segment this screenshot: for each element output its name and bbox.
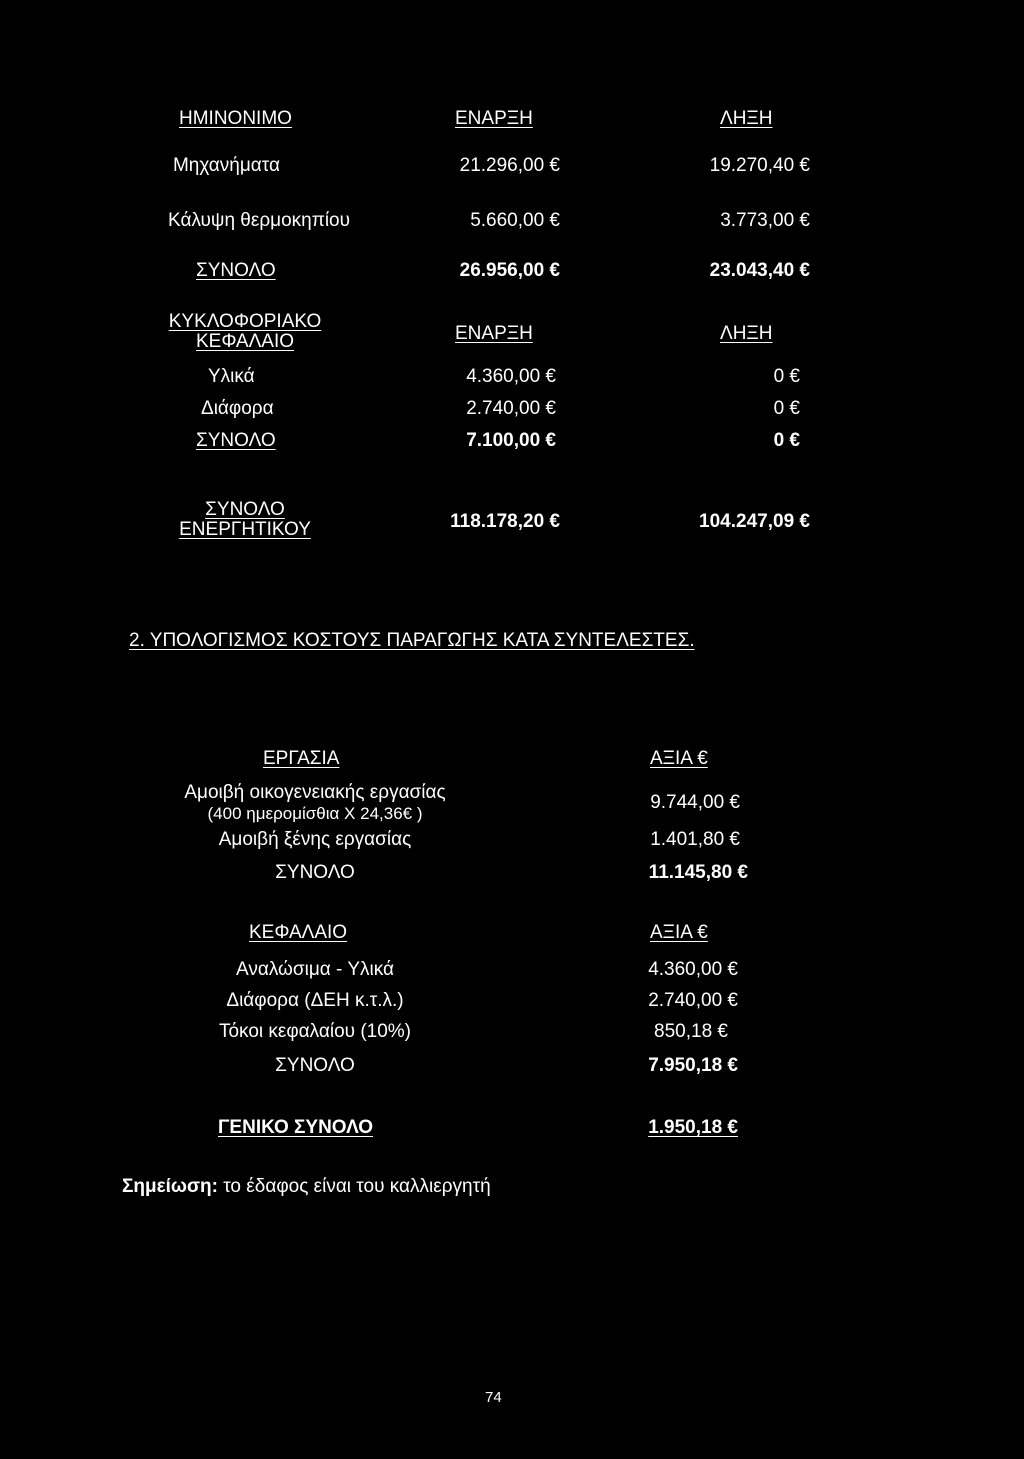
value-header: ΑΞΙΑ €	[650, 748, 708, 769]
section-heading: 2. ΥΠΟΛΟΓΙΣΜΟΣ ΚΟΣΤΟΥΣ ΠΑΡΑΓΩΓΗΣ ΚΑΤΑ ΣΥΝΤΕΛΕΣΤΕΣ.	[129, 630, 695, 651]
row-start-value: 5.660,00 €	[470, 210, 560, 231]
consumables-label: Αναλώσιμα - Υλικά	[236, 959, 394, 980]
row-label: Κάλυψη θερμοκηπίου	[168, 210, 350, 231]
family-labor-value: 9.744,00 €	[650, 792, 740, 813]
total-label: ΣΥΝΟΛΟ	[196, 260, 276, 281]
note	[122, 1176, 491, 1198]
labor-header: ΕΡΓΑΣΙΑ	[263, 748, 340, 769]
row-label: Μηχανήματα	[172, 155, 280, 176]
label-line-1: ΣΥΝΟΛΟ	[205, 499, 285, 520]
total-start-value: 26.956,00 €	[459, 260, 560, 281]
start-header: ΕΝΑΡΞΗ	[455, 323, 533, 344]
labor-total-value: 11.145,80 €	[648, 862, 748, 883]
hired-labor-value: 1.401,80 €	[650, 829, 740, 850]
row-start-value: 2.740,00 €	[466, 398, 556, 419]
total-end-value: 23.043,40 €	[709, 260, 810, 281]
row-end-value: 19.270,40 €	[709, 155, 810, 176]
interest-value: 850,18 €	[654, 1021, 728, 1042]
header-line-2: ΚΕΦΑΛΑΙΟ	[195, 331, 295, 352]
hired-labor-label: Αμοιβή ξένης εργασίας	[218, 829, 412, 850]
end-header: ΛΗΞΗ	[720, 323, 773, 344]
total-label: ΣΥΝΟΛΟ	[196, 430, 276, 451]
labor-total-label: ΣΥΝΟΛΟ	[275, 862, 355, 883]
note-text: το έδαφος είναι του καλλιεργητή	[217, 1176, 491, 1197]
capital-total-label: ΣΥΝΟΛΟ	[275, 1055, 355, 1076]
capital-header: ΚΕΦΑΛΑΙΟ	[249, 922, 348, 943]
value-header: ΑΞΙΑ €	[650, 922, 708, 943]
misc-value: 2.740,00 €	[648, 990, 738, 1011]
page-number: 74	[485, 1389, 502, 1406]
fixed-assets-header: ΗΜΙΝΟΝΙΜΟ	[179, 108, 292, 129]
total-assets-label	[140, 500, 350, 540]
family-labor-label	[160, 782, 470, 824]
misc-label: Διάφορα (ΔΕΗ κ.τ.λ.)	[226, 990, 404, 1011]
row-end-value: 3.773,00 €	[720, 210, 810, 231]
grand-total-label: ΓΕΝΙΚΟ ΣΥΝΟΛΟ	[218, 1117, 374, 1138]
total-assets-start: 118.178,20 €	[450, 511, 560, 532]
total-assets-end: 104.247,09 €	[699, 511, 810, 532]
family-labor-line-1: Αμοιβή οικογενειακής εργασίας	[184, 782, 446, 803]
row-end-value: 0 €	[773, 366, 800, 387]
header-line-1: ΚΥΚΛΟΦΟΡΙΑΚΟ	[168, 311, 322, 332]
note-label: Σημείωση:	[122, 1176, 218, 1197]
interest-label: Τόκοι κεφαλαίου (10%)	[218, 1021, 412, 1042]
label-line-2: ΕΝΕΡΓΗΤΙΚΟΥ	[179, 519, 311, 540]
row-start-value: 21.296,00 €	[459, 155, 560, 176]
total-start-value: 7.100,00 €	[466, 430, 556, 451]
consumables-value: 4.360,00 €	[648, 959, 738, 980]
working-capital-header	[150, 312, 340, 352]
row-start-value: 4.360,00 €	[466, 366, 556, 387]
family-labor-line-2: (400 ημερομίσθια Χ 24,36€ )	[207, 804, 423, 823]
end-header: ΛΗΞΗ	[720, 108, 773, 129]
row-label: Διάφορα	[201, 398, 274, 419]
row-label: Υλικά	[208, 366, 255, 387]
capital-total-value: 7.950,18 €	[648, 1055, 738, 1076]
start-header: ΕΝΑΡΞΗ	[455, 108, 533, 129]
row-end-value: 0 €	[773, 398, 800, 419]
grand-total-value: 1.950,18 €	[648, 1117, 738, 1138]
total-end-value: 0 €	[773, 430, 800, 451]
